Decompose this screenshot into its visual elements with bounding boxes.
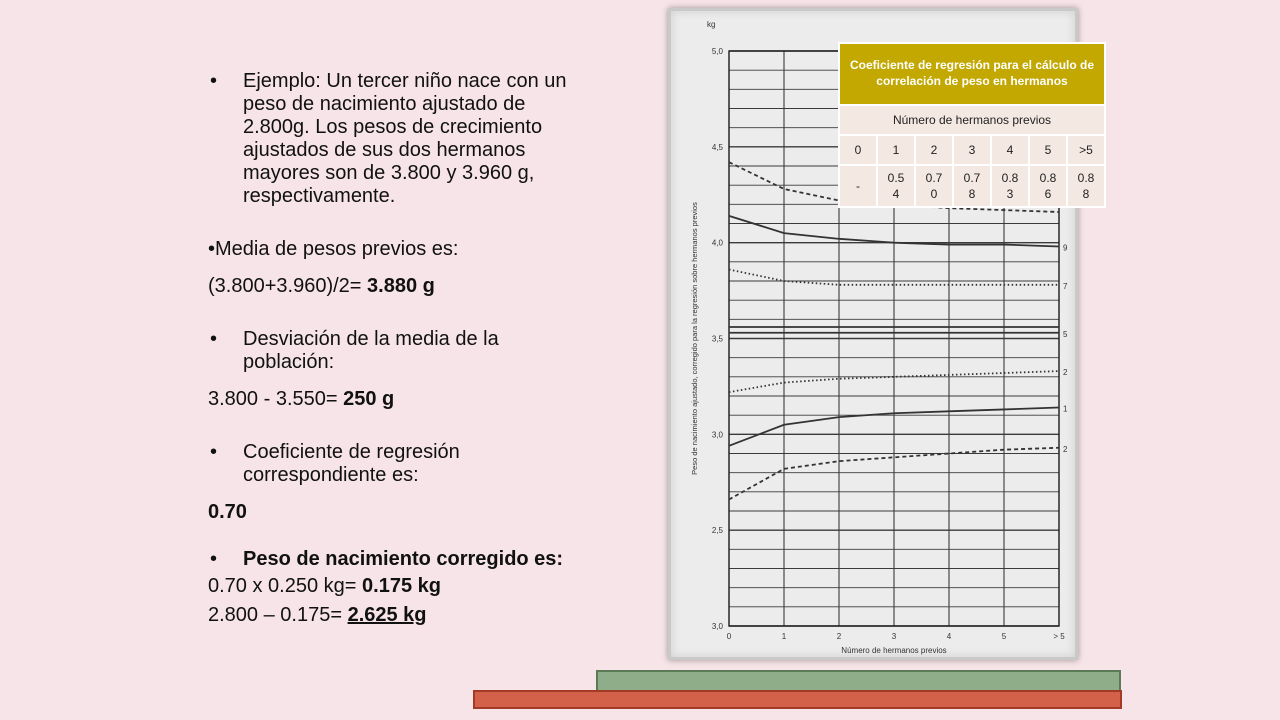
x-tick-label: > 5 <box>1053 632 1065 641</box>
y-unit-label: kg <box>707 20 716 29</box>
x-tick-label: 5 <box>1001 632 1007 641</box>
y-tick-label: 3,0 <box>711 430 723 440</box>
corrected-paragraph <box>208 548 648 571</box>
corrected-formula-2: 2.800 – 0.175= <box>208 604 348 626</box>
table-number-row <box>839 135 1105 165</box>
table-cell <box>1029 165 1067 207</box>
example-line: 2.800g. Los pesos de crecimiento <box>243 116 543 138</box>
x-axis-label: Número de hermanos previos <box>841 646 947 655</box>
y-tick-label: 4,0 <box>711 238 723 248</box>
series-end-label: 2 <box>1063 444 1068 454</box>
coefficient-value: 0.70 <box>925 170 943 201</box>
table-title-row <box>839 43 1105 105</box>
deviation-calculation <box>208 388 648 411</box>
series-end-label: 7 <box>1063 281 1068 291</box>
corrected-result-1: 0.175 kg <box>362 575 441 597</box>
coefficient-value: 0.83 <box>1001 170 1019 201</box>
y-tick-label: 4,5 <box>711 142 723 152</box>
series-end-label: 9 <box>1063 243 1068 253</box>
y-tick-label: 2,5 <box>711 526 723 536</box>
coefficient-value: 0.54 <box>887 170 905 201</box>
regression-line: correspondiente es: <box>243 464 419 486</box>
table-cell <box>877 165 915 207</box>
series-end-label: 1 <box>1063 404 1068 414</box>
deviation-line: población: <box>243 351 335 373</box>
deviation-result: 250 g <box>343 388 395 410</box>
table-cell: 0 <box>839 135 877 165</box>
deviation-formula: 3.800 - 3.550= <box>208 388 344 410</box>
table-cell: 4 <box>991 135 1029 165</box>
table-cell <box>991 165 1029 207</box>
y-tick-label: 5,0 <box>711 47 723 56</box>
mean-formula: (3.800+3.960)/2= <box>208 275 368 297</box>
corrected-result-2: 2.625 kg <box>347 604 427 626</box>
table-subheader: Número de hermanos previos <box>839 105 1105 135</box>
example-line: mayores son de 3.800 y 3.960 g, <box>243 162 535 184</box>
example-line: ajustados de sus dos hermanos <box>243 139 526 161</box>
coefficient-value: 0.78 <box>963 170 981 201</box>
bullet: • <box>210 70 218 92</box>
regression-line: Coeficiente de regresión <box>243 441 460 463</box>
coefficient-value: 0.86 <box>1039 170 1057 201</box>
y-tick-label: 3,0 <box>711 622 723 631</box>
decorative-bar-red <box>473 690 1122 709</box>
coefficient-value: 0.88 <box>1077 170 1095 201</box>
example-line: peso de nacimiento ajustado de <box>243 93 526 115</box>
table-cell: 5 <box>1029 135 1067 165</box>
corrected-formula-1: 0.70 x 0.250 kg= <box>208 575 363 597</box>
table-title: Coeficiente de regresión para el cálculo de correlación de peso en hermanos <box>839 43 1105 105</box>
regression-paragraph <box>208 441 648 487</box>
example-line: respectivamente. <box>243 185 396 207</box>
table-value-row <box>839 165 1105 207</box>
corrected-heading: Peso de nacimiento corregido es: <box>243 548 564 570</box>
corrected-calculation-1 <box>208 575 648 598</box>
table-cell <box>839 165 877 207</box>
x-tick-label: 1 <box>781 632 787 641</box>
coefficient-table <box>838 42 1106 208</box>
series-end-label: 2 <box>1063 368 1068 378</box>
slide-text <box>208 70 648 627</box>
deviation-paragraph <box>208 328 648 374</box>
x-tick-label: 3 <box>891 632 897 641</box>
mean-calculation <box>208 275 648 298</box>
table-cell <box>915 165 953 207</box>
x-tick-label: 0 <box>726 632 732 641</box>
y-axis-label: Peso de nacimiento ajustado, corregido para la regresión sobre hermanos previos <box>690 202 699 475</box>
regression-result: 0.70 <box>208 501 247 523</box>
table-cell <box>1067 165 1105 207</box>
table-cell: >5 <box>1067 135 1105 165</box>
example-paragraph <box>208 70 648 208</box>
example-line: Ejemplo: Un tercer niño nace con un <box>243 70 567 92</box>
table-subheader-row <box>839 105 1105 135</box>
bullet: • <box>210 548 218 570</box>
x-tick-label: 2 <box>836 632 842 641</box>
series-end-label: 5 <box>1063 329 1068 339</box>
table-cell: 1 <box>877 135 915 165</box>
table-cell <box>953 165 991 207</box>
deviation-line: Desviación de la media de la <box>243 328 499 350</box>
bullet: • <box>210 441 218 463</box>
corrected-calculation-2 <box>208 604 648 627</box>
table-cell: 3 <box>953 135 991 165</box>
table-cell: 2 <box>915 135 953 165</box>
coefficient-value: - <box>856 178 860 193</box>
mean-heading: •Media de pesos previos es: <box>208 238 459 260</box>
y-tick-label: 3,5 <box>711 334 723 344</box>
x-tick-label: 4 <box>946 632 952 641</box>
mean-result: 3.880 g <box>367 275 435 297</box>
bullet: • <box>210 328 218 350</box>
